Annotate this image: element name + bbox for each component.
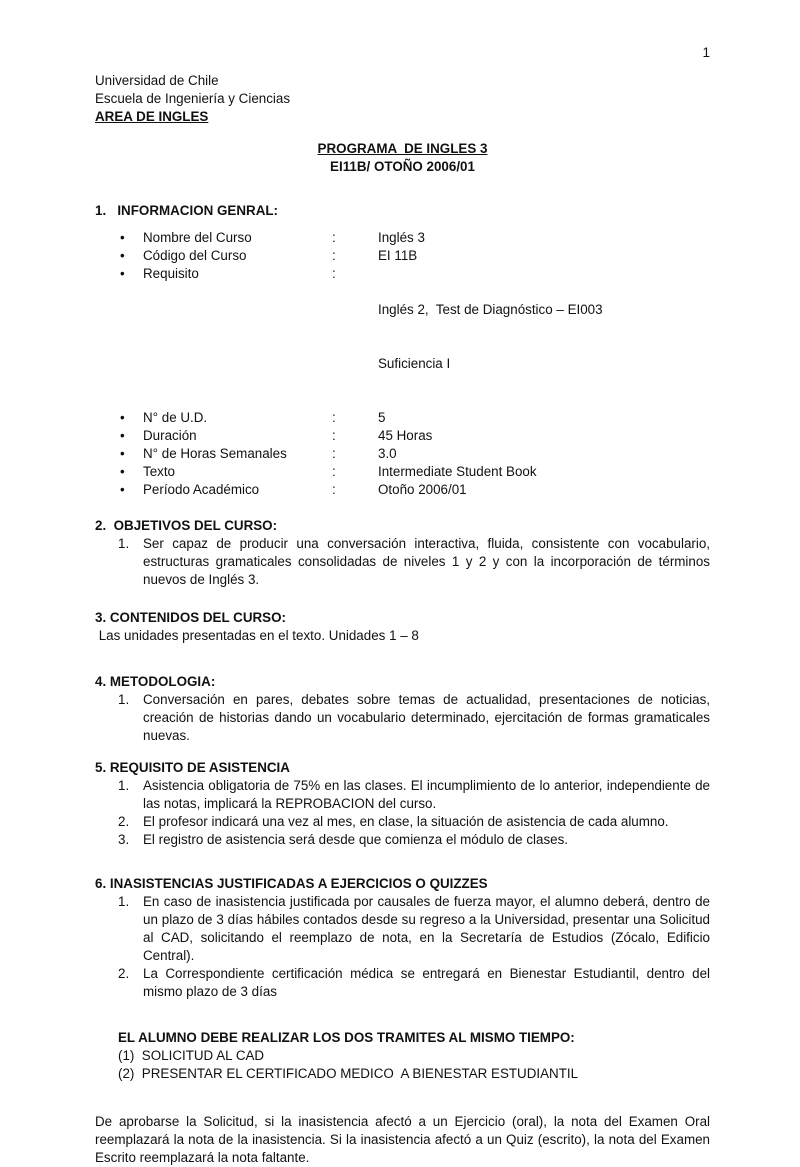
info-row: [95, 445, 710, 463]
tramite-line: (1) SOLICITUD AL CAD: [118, 1048, 265, 1063]
info-value: 45 Horas: [378, 428, 433, 443]
area-heading: AREA DE INGLES: [95, 109, 209, 124]
info-list: [95, 229, 710, 499]
bullet-icon: •: [120, 248, 125, 263]
info-value: Inglés 3: [378, 230, 425, 245]
tramites-block: [95, 1029, 710, 1083]
section-heading-inasistencias: 6. INASISTENCIAS JUSTIFICADAS A EJERCICIOS O QUIZZES: [95, 876, 488, 891]
info-value: Intermediate Student Book: [378, 464, 537, 479]
numbered-item: [95, 691, 710, 745]
info-value: Otoño 2006/01: [378, 482, 467, 497]
section-heading-informacion: 1. INFORMACION GENRAL:: [95, 203, 279, 218]
info-row: [95, 265, 710, 409]
section-heading-objetivos: 2. OBJETIVOS DEL CURSO:: [95, 518, 278, 533]
item-text: Ser capaz de producir una conversación interactiva, fluida, consistente con vocabulario, estructuras gramaticales consolidadas de niveles 1 y 2 y con la incorporación de términos nuevos de Inglés 3.: [143, 536, 710, 587]
numbered-item: [95, 813, 710, 831]
item-number: 1.: [118, 692, 130, 707]
info-label: Duración: [143, 428, 197, 443]
bullet-icon: •: [120, 428, 125, 443]
org-name: Universidad de Chile: [95, 73, 219, 88]
bullet-icon: •: [120, 464, 125, 479]
item-number: 1.: [118, 536, 130, 551]
item-number: 1.: [118, 894, 130, 909]
info-row: [95, 427, 710, 445]
numbered-item: [95, 893, 710, 965]
info-colon: :: [332, 266, 336, 281]
info-colon: :: [332, 410, 336, 425]
item-text: El registro de asistencia será desde que comienza el módulo de clases.: [143, 832, 569, 847]
course-title: PROGRAMA DE INGLES 3: [317, 141, 488, 156]
tramite-line: (2) PRESENTAR EL CERTIFICADO MEDICO A BIENESTAR ESTUDIANTIL: [118, 1066, 579, 1081]
numbered-item: [95, 777, 710, 813]
info-value-line: Suficiencia I: [378, 356, 451, 371]
school-name: Escuela de Ingeniería y Ciencias: [95, 91, 291, 106]
closing-paragraph: De aprobarse la Solicitud, si la inasistencia afectó a un Ejercicio (oral), la nota del Examen Oral reemplazará la nota de la inasistencia. Si la inasistencia afectó a un Quiz (escrito), la nota del Examen Escrito reemplazará la nota faltante.: [95, 1114, 710, 1165]
bullet-icon: •: [120, 410, 125, 425]
info-label: Código del Curso: [143, 248, 247, 263]
info-row: [95, 229, 710, 247]
item-text: Conversación en pares, debates sobre temas de actualidad, presentaciones de noticias, creación de historias dando un vocabulario determinado, ejercitación de formas gramaticales nuevas.: [143, 692, 710, 743]
contenidos-text: Las unidades presentadas en el texto. Unidades 1 – 8: [95, 628, 419, 643]
info-label: Requisito: [143, 266, 199, 281]
bullet-icon: •: [120, 266, 125, 281]
bullet-icon: •: [120, 230, 125, 245]
bullet-icon: •: [120, 482, 125, 497]
info-colon: :: [332, 428, 336, 443]
section-heading-asistencia: 5. REQUISITO DE ASISTENCIA: [95, 760, 290, 775]
info-label: Período Académico: [143, 482, 260, 497]
document-title: [95, 140, 710, 176]
info-label: Nombre del Curso: [143, 230, 252, 245]
info-row: [95, 463, 710, 481]
info-colon: :: [332, 446, 336, 461]
item-number: 3.: [118, 832, 130, 847]
info-colon: :: [332, 248, 336, 263]
document-header: [95, 72, 710, 126]
info-row: [95, 481, 710, 499]
info-row: [95, 247, 710, 265]
info-colon: :: [332, 482, 336, 497]
info-value-line: Inglés 2, Test de Diagnóstico – EI003: [378, 302, 603, 317]
info-label: N° de Horas Semanales: [143, 446, 287, 461]
course-code-term: EI11B/ OTOÑO 2006/01: [330, 159, 475, 174]
bullet-icon: •: [120, 446, 125, 461]
item-number: 2.: [118, 814, 130, 829]
info-value: [378, 265, 710, 409]
info-value: 5: [378, 410, 386, 425]
info-value: 3.0: [378, 446, 397, 461]
info-label: Texto: [143, 464, 176, 479]
item-text: La Correspondiente certificación médica se entregará en Bienestar Estudiantil, dentro del mismo plazo de 3 días: [143, 966, 710, 999]
info-row: [95, 409, 710, 427]
info-value: EI 11B: [378, 248, 418, 263]
tramites-heading: EL ALUMNO DEBE REALIZAR LOS DOS TRAMITES AL MISMO TIEMPO:: [118, 1030, 575, 1045]
item-text: En caso de inasistencia justificada por causales de fuerza mayor, el alumno deberá, dentro de un plazo de 3 días hábiles contados desde su regreso a la Universidad, presentar una Solicitud al CAD, solicitando el reemplazo de nota, en la Secretaría de Estudios (Zócalo, Edificio Central).: [143, 894, 710, 963]
page-number: 1: [702, 45, 710, 60]
info-label: N° de U.D.: [143, 410, 208, 425]
info-colon: :: [332, 464, 336, 479]
section-heading-contenidos: 3. CONTENIDOS DEL CURSO:: [95, 610, 286, 625]
item-text: El profesor indicará una vez al mes, en clase, la situación de asistencia de cada alumno.: [143, 814, 669, 829]
numbered-item: [95, 965, 710, 1001]
item-number: 2.: [118, 966, 130, 981]
info-colon: :: [332, 230, 336, 245]
numbered-item: [95, 535, 710, 589]
numbered-item: [95, 831, 710, 849]
item-text: Asistencia obligatoria de 75% en las clases. El incumplimiento de lo anterior, independiente de las notas, implicará la REPROBACION del curso.: [143, 778, 710, 811]
section-heading-metodologia: 4. METODOLOGIA:: [95, 674, 216, 689]
item-number: 1.: [118, 778, 130, 793]
